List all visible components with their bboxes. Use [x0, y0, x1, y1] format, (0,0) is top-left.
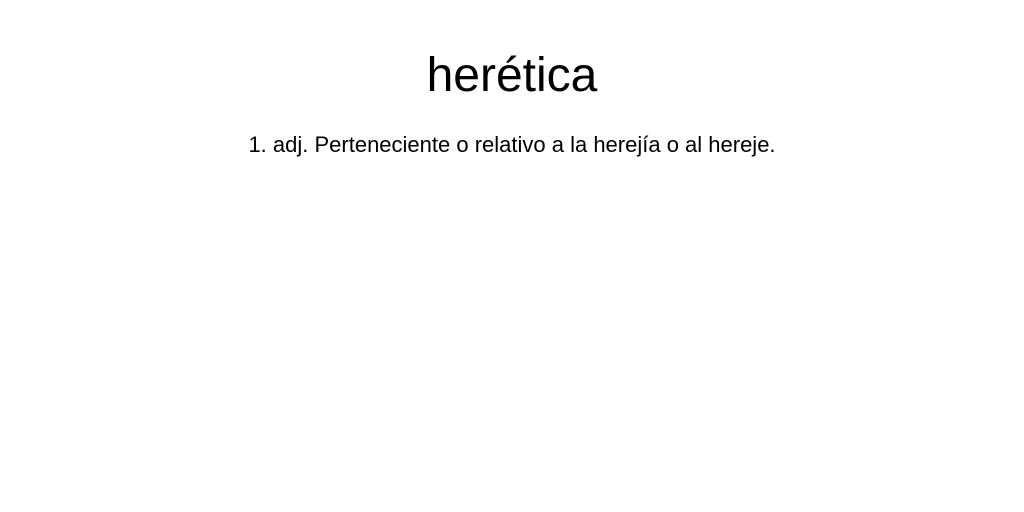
entry-definition: 1. adj. Perteneciente o relativo a la herejía o al hereje. — [248, 132, 776, 157]
entry-term: herética — [426, 49, 598, 102]
